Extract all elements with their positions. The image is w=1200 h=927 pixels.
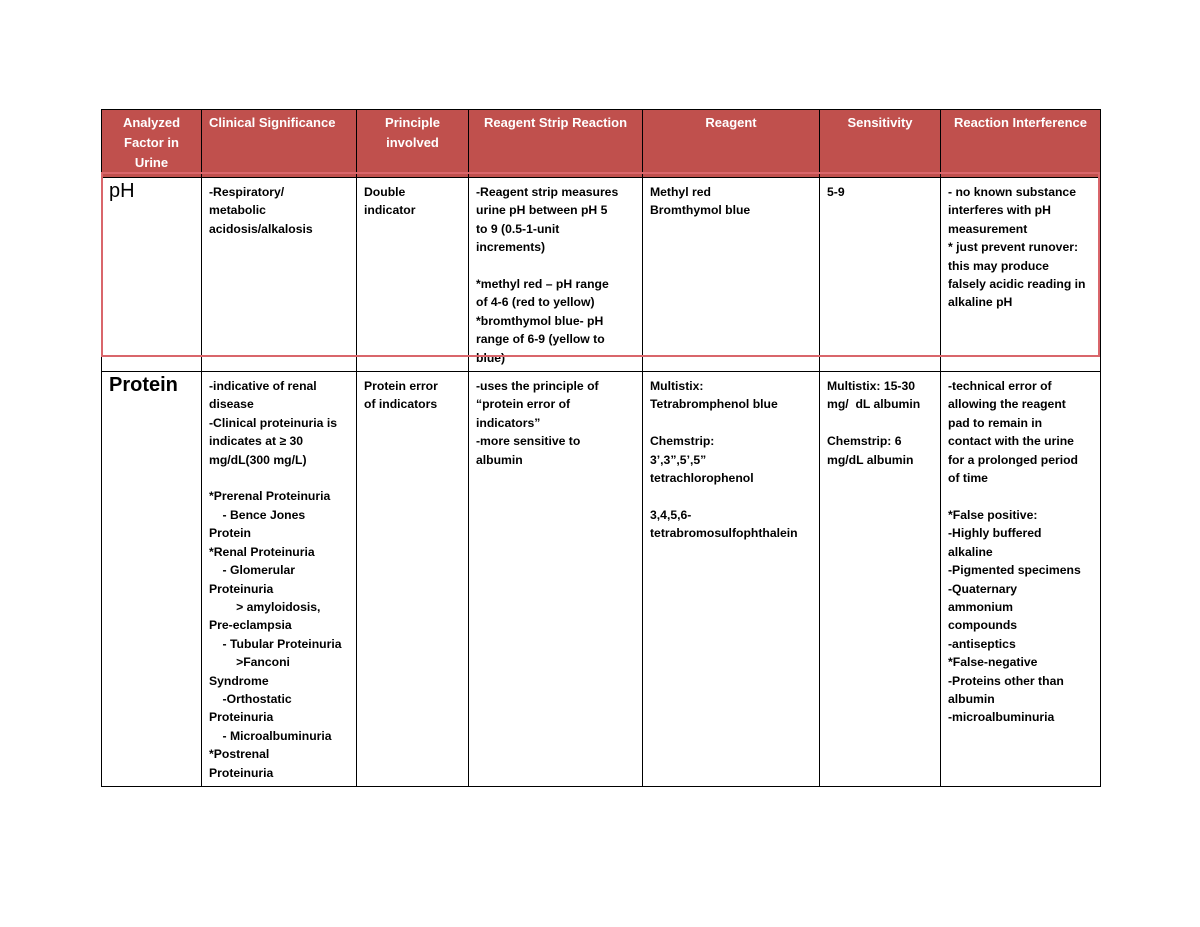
- cell-text-line: -uses the principle of: [476, 379, 599, 394]
- cell-text-line: Multistix:: [650, 379, 704, 394]
- cell-text-line: -Quaternary: [948, 581, 1018, 596]
- factor-cell-ph: pH: [102, 178, 202, 372]
- blank-line: [476, 257, 635, 275]
- cell-text-line: ammonium: [948, 599, 1014, 614]
- cell-text-line: acidosis/alkalosis: [209, 221, 313, 236]
- clinical-cell-ph: [202, 178, 357, 372]
- cell-text-line: -Highly buffered: [948, 526, 1042, 541]
- cell-text-line: -more sensitive to: [476, 434, 581, 449]
- cell-text-line: to 9 (0.5-1-unit: [476, 221, 560, 236]
- cell-text-line: -Orthostatic: [209, 691, 292, 706]
- cell-text-line: *bromthymol blue- pH: [476, 313, 604, 328]
- cell-text-line: Methyl red: [650, 185, 711, 199]
- strip-cell-ph: [469, 178, 643, 372]
- factor-cell-protein: Protein: [102, 372, 202, 787]
- principle-cell-ph: [357, 178, 469, 372]
- cell-text-line: >Fanconi: [209, 655, 290, 670]
- cell-text-line: alkaline pH: [948, 295, 1013, 310]
- blank-line: [650, 414, 812, 432]
- cell-text-line: - Tubular Proteinuria: [209, 636, 342, 651]
- cell-text-line: - Microalbuminuria: [209, 728, 332, 743]
- cell-text-line: albumin: [948, 691, 995, 706]
- cell-text-line: *methyl red – pH range: [476, 277, 609, 292]
- cell-text-line: -antiseptics: [948, 636, 1016, 651]
- cell-text-line: 3’,3”,5’,5”: [650, 452, 707, 467]
- cell-text-line: Tetrabromphenol blue: [650, 397, 778, 412]
- header-row: [102, 110, 1101, 178]
- cell-text-line: mg/dL albumin: [827, 452, 914, 467]
- cell-text-line: *Renal Proteinuria: [209, 544, 315, 559]
- cell-text-line: -Proteins other than: [948, 673, 1064, 688]
- cell-text-line: Chemstrip:: [650, 434, 715, 449]
- table-row-protein: [102, 372, 1101, 787]
- header-reaction-interference: Reaction Interference: [941, 110, 1101, 178]
- cell-text-line: indicates at ≥ 30: [209, 434, 304, 449]
- cell-text-line: Syndrome: [209, 673, 269, 688]
- cell-text-line: of time: [948, 471, 988, 486]
- reagent-cell-protein: [643, 372, 820, 787]
- cell-text-line: increments): [476, 240, 546, 255]
- principle-cell-protein: [357, 372, 469, 787]
- cell-text-line: of 4-6 (red to yellow): [476, 295, 595, 310]
- cell-text-line: Bromthymol blue: [650, 203, 751, 218]
- cell-text-line: disease: [209, 397, 254, 412]
- header-analyzed-factor: Analyzed Factor in Urine: [102, 110, 202, 178]
- cell-text-line: measurement: [948, 221, 1028, 236]
- blank-line: [209, 469, 349, 487]
- cell-text-line: *Prerenal Proteinuria: [209, 489, 331, 504]
- cell-text-line: Chemstrip: 6: [827, 434, 902, 449]
- cell-text-line: -Clinical proteinuria is: [209, 415, 337, 430]
- header-sensitivity: Sensitivity: [820, 110, 941, 178]
- cell-text-line: -Respiratory/: [209, 185, 285, 199]
- cell-text-line: > amyloidosis,: [209, 599, 321, 614]
- header-reagent-strip-reaction: Reagent Strip Reaction: [469, 110, 643, 178]
- cell-text-line: mg/dL(300 mg/L): [209, 452, 307, 467]
- cell-text-line: Multistix: 15-30: [827, 379, 916, 394]
- cell-text-line: *False-negative: [948, 655, 1038, 670]
- cell-text-line: -indicative of renal: [209, 379, 317, 394]
- cell-text-line: this may produce: [948, 258, 1049, 273]
- cell-text-line: alkaline: [948, 544, 993, 559]
- cell-text-line: allowing the reagent: [948, 397, 1066, 412]
- cell-text-line: *Postrenal: [209, 747, 270, 762]
- interference-cell-protein: [941, 372, 1101, 787]
- strip-cell-protein: [469, 372, 643, 787]
- cell-text-line: -technical error of: [948, 379, 1052, 394]
- cell-text-line: indicators”: [476, 415, 541, 430]
- cell-text-line: metabolic: [209, 203, 266, 218]
- clinical-cell-protein: [202, 372, 357, 787]
- cell-text-line: Proteinuria: [209, 581, 274, 596]
- cell-text-line: Protein: [209, 526, 251, 541]
- sensitivity-cell-protein: [820, 372, 941, 787]
- cell-text-line: - Glomerular: [209, 563, 296, 578]
- cell-text-line: range of 6-9 (yellow to: [476, 332, 605, 347]
- cell-text-line: blue): [476, 350, 506, 365]
- blank-line: [948, 487, 1093, 505]
- cell-text-line: urine pH between pH 5: [476, 203, 608, 218]
- cell-text-line: Protein error: [364, 379, 438, 394]
- cell-text-line: albumin: [476, 452, 523, 467]
- cell-text-line: *False positive:: [948, 507, 1038, 522]
- header-clinical-significance: Clinical Significance: [202, 110, 357, 178]
- interference-cell-ph: [941, 178, 1101, 372]
- blank-line: [827, 414, 933, 432]
- cell-text-line: tetrabromosulfophthalein: [650, 526, 798, 541]
- cell-text-line: compounds: [948, 618, 1018, 633]
- urinalysis-table: [101, 109, 1101, 787]
- sensitivity-cell-ph: [820, 178, 941, 372]
- cell-text-line: contact with the urine: [948, 434, 1074, 449]
- cell-text-line: mg/ dL albumin: [827, 397, 921, 412]
- cell-text-line: * just prevent runover:: [948, 240, 1079, 255]
- cell-text-line: for a prolonged period: [948, 452, 1078, 467]
- cell-text-line: -microalbuminuria: [948, 710, 1055, 725]
- cell-text-line: - no known substance: [948, 185, 1076, 199]
- cell-text-line: pad to remain in: [948, 415, 1043, 430]
- cell-text-line: Pre-eclampsia: [209, 618, 292, 633]
- cell-text-line: interferes with pH: [948, 203, 1051, 218]
- cell-text-line: indicator: [364, 203, 416, 218]
- cell-text-line: falsely acidic reading in: [948, 277, 1086, 292]
- cell-text-line: Proteinuria: [209, 710, 274, 725]
- cell-text-line: Double: [364, 185, 406, 199]
- cell-text-line: of indicators: [364, 397, 438, 412]
- cell-text-line: - Bence Jones: [209, 507, 306, 522]
- table-row-ph: [102, 178, 1101, 372]
- cell-text-line: -Pigmented specimens: [948, 563, 1081, 578]
- cell-text-line: tetrachlorophenol: [650, 471, 754, 486]
- cell-text-line: “protein error of: [476, 397, 571, 412]
- cell-text-line: 3,4,5,6-: [650, 507, 692, 522]
- cell-text-line: 5-9: [827, 185, 845, 199]
- header-principle-involved: Principle involved: [357, 110, 469, 178]
- blank-line: [650, 487, 812, 505]
- cell-text-line: -Reagent strip measures: [476, 185, 619, 199]
- cell-text-line: Proteinuria: [209, 765, 274, 780]
- header-reagent: Reagent: [643, 110, 820, 178]
- reagent-cell-ph: [643, 178, 820, 372]
